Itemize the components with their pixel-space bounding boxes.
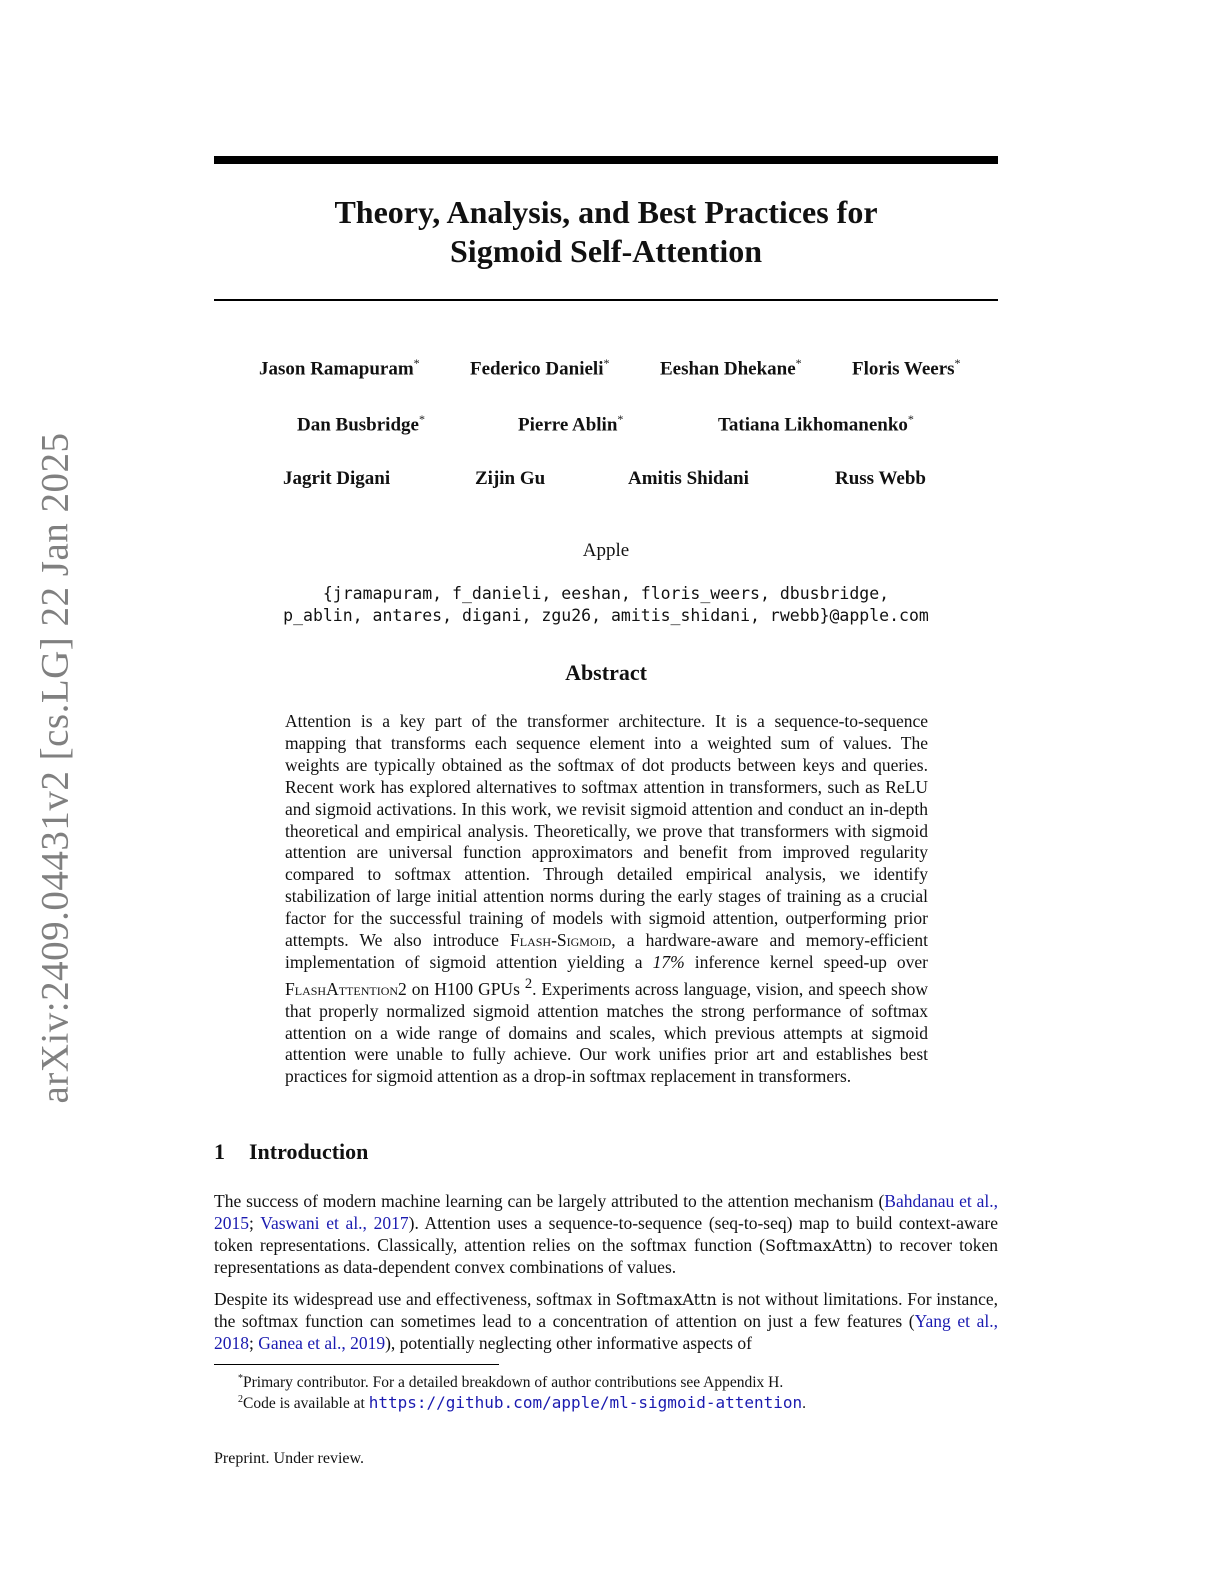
author: Jason Ramapuram*	[259, 356, 420, 380]
author-emails	[214, 583, 998, 627]
section-heading-introduction: 1 Introduction	[214, 1139, 369, 1164]
title-line-1: Theory, Analysis, and Best Practices for	[334, 194, 878, 230]
affiliation: Apple	[582, 540, 630, 561]
author: Amitis Shidani	[628, 468, 749, 489]
author: Pierre Ablin*	[518, 412, 624, 436]
flash-attention-term: FlashAttention	[285, 978, 399, 999]
author: Floris Weers*	[852, 356, 961, 380]
citation-link[interactable]: Ganea et al., 2019	[258, 1332, 386, 1353]
author: Federico Danieli*	[470, 356, 610, 380]
footnote-rule	[214, 1364, 499, 1365]
footnote-1: *Primary contributor. For a detailed breakdown of author contributions see Appendix H.	[238, 1373, 784, 1392]
citation-link[interactable]: Bahdanau et al., 2015	[214, 1191, 998, 1233]
abstract-body: Attention is a key part of the transformer architecture. It is a sequence-to-sequence mapping that transforms each sequence element into a weighted sum of values. The weights are typically obtained as the softmax of dot products between keys and queries. Recent work has explored alternatives to softmax attention in transformers, such as ReLU and sigmoid activations. In this work, we revisit sigmoid attention and conduct an in-depth theoretical and empirical analysis. Theoretically, we prove that transformers with sigmoid attention are universal function approximators and benefit from improved regularity compared to softmax attention. Through detailed empirical analysis, we identify stabilization of large initial attention norms during the early stages of training as a crucial factor for the successful training of models with sigmoid attention, outperforming prior attempts. We also introduce Flash-Sigmoid, a hardware-aware and memory-efficient implementation of sigmoid attention yielding a 17% inference kernel speed-up over FlashAttention2 on H100 GPUs $^2$. Experiments across language, vision, and speech show that properly normalized sigmoid attention matches the strong performance of softmax attention on a wide range of domains and scales, which previous attempts at sigmoid attention were unable to fully achieve. Our work unifies prior art and establishes best practices for sigmoid attention as a drop-in softmax replacement in transformers.	[285, 711, 928, 1087]
author: Zijin Gu	[475, 468, 546, 489]
citation-link[interactable]: Vaswani et al., 2017	[260, 1212, 409, 1233]
math-softmaxattn: SoftmaxAttn	[765, 1235, 867, 1255]
arxiv-stamp: arXiv:2409.04431v2 [cs.LG] 22 Jan 2025	[33, 432, 77, 1104]
email-line-1: {jramapuram, f_danieli, eeshan, floris_weers, dbusbridge,	[322, 584, 890, 603]
footnote-2: $^2$Code is available at https://github.com/apple/ml-sigmoid-attention.	[238, 1393, 807, 1413]
math-softmaxattn: SoftmaxAttn	[615, 1290, 717, 1309]
paper-title	[214, 193, 998, 271]
footnote-ref[interactable]: 2	[524, 975, 533, 992]
title-line-2: Sigmoid Self-Attention	[450, 233, 762, 269]
intro-paragraph-2: Despite its widespread use and effectiveness, softmax in SoftmaxAttn is not without limitations. For instance, the softmax function can sometimes lead to a concentration of attention on just a few features (Yang et al., 2018; Ganea et al., 2019), potentially neglecting other informative aspects of	[214, 1289, 998, 1353]
preprint-note: Preprint. Under review.	[214, 1450, 365, 1467]
author: Eeshan Dhekane*	[660, 356, 802, 380]
code-url-link[interactable]: https://github.com/apple/ml-sigmoid-attention	[368, 1393, 803, 1413]
author: Dan Busbridge*	[297, 412, 425, 436]
author: Jagrit Digani	[283, 468, 391, 489]
citation-link[interactable]: Yang et al., 2018	[214, 1310, 998, 1353]
abstract-heading: Abstract	[565, 660, 647, 685]
intro-paragraph-1: The success of modern machine learning can be largely attributed to the attention mechanism (Bahdanau et al., 2015; Vaswani et al., 2017). Attention uses a sequence-to-sequence (seq-to-seq) map to build context-aware token representations. Classically, attention relies on the softmax function (SoftmaxAttn) to recover token representations as data-dependent convex combinations of values.	[214, 1191, 999, 1277]
email-line-2: p_ablin, antares, digani, zgu26, amitis_shidani, rwebb}@apple.com	[283, 606, 929, 625]
speedup-value: 17%	[652, 951, 685, 972]
author: Tatiana Likhomanenko*	[718, 412, 914, 436]
flash-sigmoid-term: Flash-Sigmoid	[510, 930, 612, 951]
author: Russ Webb	[835, 468, 927, 489]
title-bottom-rule	[214, 299, 998, 301]
title-top-rule	[214, 156, 998, 164]
